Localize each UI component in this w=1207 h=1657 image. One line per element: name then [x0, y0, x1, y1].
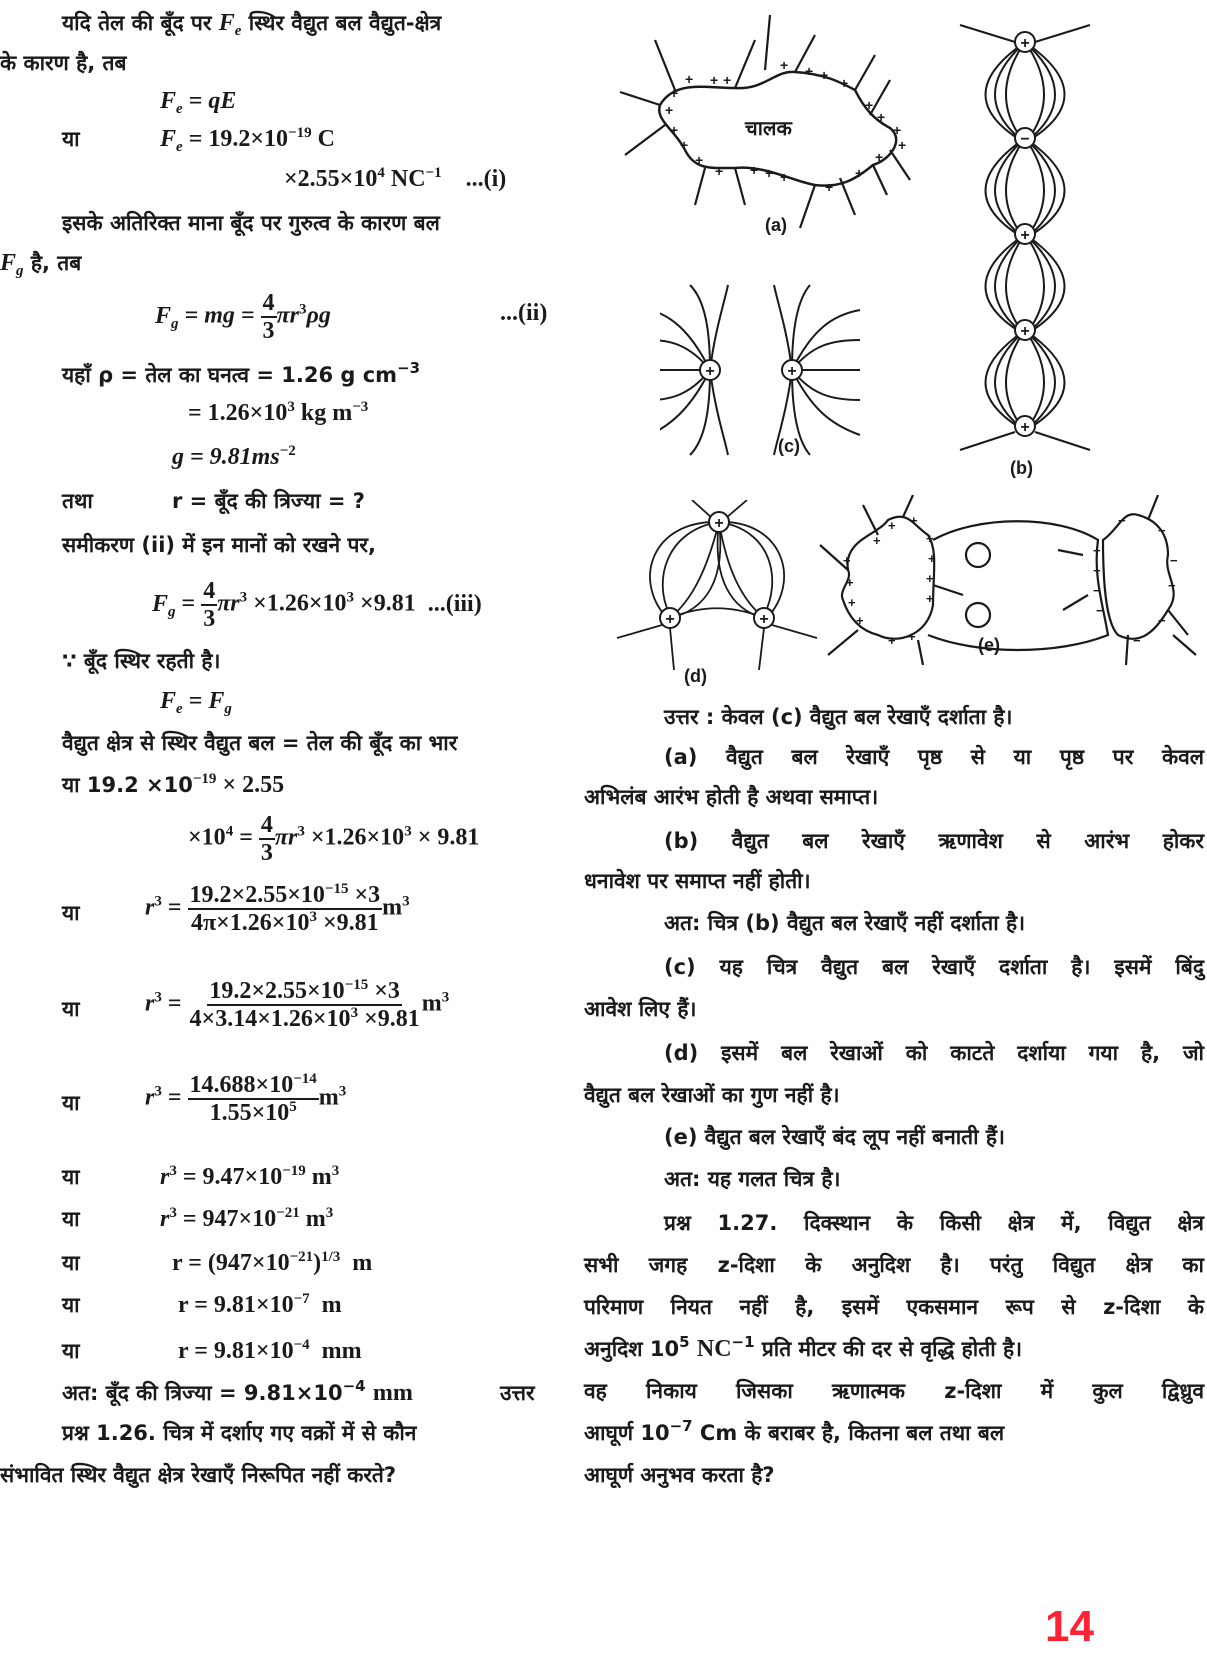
question-1-27-line-4: अनुदिश $10^5$ $NC^{-1}$ प्रति मीटर की दर से वृद्धि होती है।: [584, 1333, 1023, 1362]
svg-text:−: −: [1093, 543, 1101, 558]
para-gravity-1: इसके अतिरिक्त माना बूँद पर गुरुत्व के कारण बल: [62, 211, 440, 235]
explanation-a-2: अभिलंब आरंभ होती है अथवा समाप्त।: [584, 785, 879, 809]
explanation-b-1: (b) वैद्युत बल रेखाएँ ऋणावेश से आरंभ होकर: [664, 829, 1204, 853]
explanation-d-1: (d) इसमें बल रेखाओं को काटते दर्शाया गया है, जो: [664, 1041, 1204, 1065]
svg-text:+: +: [665, 611, 675, 628]
equation-fe-value: $F_e = 19.2\times 10^{-19}$ C: [160, 125, 335, 155]
explanation-a-1: (a) वैद्युत बल रेखाएँ पृष्ठ से या पृष्ठ पर केवल: [664, 745, 1204, 769]
svg-text:−: −: [1158, 613, 1166, 628]
eq-label-i: ...(i): [465, 166, 507, 192]
svg-text:+: +: [1020, 35, 1030, 52]
svg-text:+: +: [685, 71, 694, 87]
figure-b-caption: (b): [1010, 458, 1033, 478]
substitution-line: समीकरण (ii) में इन मानों को रखने पर,: [62, 533, 376, 557]
svg-text:+: +: [855, 165, 864, 181]
figure-a-caption: (a): [765, 215, 787, 235]
svg-text:+: +: [846, 575, 854, 590]
svg-text:−: −: [1093, 563, 1101, 578]
svg-text:+: +: [888, 633, 896, 648]
equation-fe-value-cont: $\times 2.55\times 10^4$ $NC^{-1}$ ...(i): [284, 165, 507, 192]
svg-text:+: +: [765, 165, 774, 181]
equation-r3-fraction-3: $r^3$ = $\frac{14.688\times 10^{-14}}{1.55\times 10^5}$ $m^3$: [145, 1071, 347, 1126]
ya-label: या: [62, 1091, 80, 1115]
intro-line-2: के कारण है, तब: [0, 51, 127, 75]
svg-text:+: +: [928, 551, 936, 566]
conductors-closed-loops-diagram: [818, 495, 1203, 670]
svg-text:+: +: [843, 553, 851, 568]
svg-text:+: +: [910, 513, 918, 528]
svg-text:+: +: [787, 363, 797, 380]
explanation-d-2: वैद्युत बल रेखाओं का गुण नहीं है।: [584, 1083, 840, 1107]
tatha-label: तथा: [62, 489, 93, 513]
svg-text:+: +: [873, 533, 881, 548]
svg-text:+: +: [898, 137, 907, 153]
crossing-field-lines-diagram: [612, 500, 827, 670]
svg-text:+: +: [825, 179, 834, 195]
svg-text:−: −: [1118, 513, 1126, 528]
explanation-e-2: अत: यह गलत चित्र है।: [664, 1167, 841, 1191]
svg-text:−: −: [1168, 578, 1176, 593]
symbol-fe: $F_e$: [218, 10, 242, 39]
svg-text:चालक: चालक: [745, 118, 792, 140]
ya-label: या: [62, 1251, 80, 1275]
svg-text:−: −: [1093, 583, 1101, 598]
equation-fg-mg: $F_g$ = mg = $\frac{4}{3}$ $\pi r^3\rho g$: [155, 290, 331, 344]
equation-r3-value: $r^3 = 9.47\times 10^{-19}$ $m^3$: [160, 1163, 340, 1190]
ya-label: या: [62, 1165, 80, 1189]
explanation-c-1: (c) यह चित्र वैद्युत बल रेखाएँ दर्शाता है। इसमें बिंदु: [664, 955, 1204, 979]
charge-chain-diagram: [955, 20, 1095, 460]
svg-text:−: −: [1096, 603, 1104, 618]
svg-text:+: +: [908, 629, 916, 644]
figure-a-conductor: [615, 10, 935, 235]
equation-fe-fg: $F_e = F_g$: [160, 688, 232, 717]
ya-label: या: [62, 1207, 80, 1231]
svg-text:+: +: [926, 591, 934, 606]
svg-text:−: −: [1020, 131, 1030, 148]
para-gravity-2: $F_g$ है, तब: [0, 250, 82, 279]
ya-label: या: [62, 901, 80, 925]
svg-text:+: +: [665, 102, 674, 118]
figure-d-three-charges: [612, 500, 827, 690]
svg-text:−: −: [1170, 553, 1178, 568]
ya-label: या: [62, 1293, 80, 1317]
question-1-26-line-1: प्रश्न 1.26. चित्र में दर्शाए गए वक्रों में से कौन: [62, 1421, 417, 1445]
explanation-e-1: (e) वैद्युत बल रेखाएँ बंद लूप नहीं बनाती हैं।: [664, 1125, 1006, 1149]
svg-text:+: +: [715, 163, 724, 179]
equation-r-mm: $r = 9.81\times 10^{-4}$ mm: [178, 1337, 362, 1364]
svg-text:+: +: [888, 518, 896, 533]
explanation-b-3: अत: चित्र (b) वैद्युत बल रेखाएँ नहीं दर्शाता है।: [664, 911, 1026, 935]
figure-e-caption: (e): [978, 635, 1000, 655]
answer-line: उत्तर : केवल (c) वैद्युत बल रेखाएँ दर्शाता है।: [664, 705, 1013, 729]
because-line: ∵ बूँद स्थिर रहती है।: [62, 649, 221, 673]
svg-text:+: +: [805, 63, 814, 79]
equation-r3-fraction-2: $r^3$ = $\frac{19.2\times 2.55\times 10^{-15} \times 3}{4\times 3.14\times 1.26\times 10^3 \times 9.81}$ $m^3$: [145, 977, 450, 1032]
gravity-value: $g = 9.81ms^{-2}$: [172, 443, 296, 470]
conductor-field-diagram: [615, 10, 935, 235]
svg-text:+: +: [710, 72, 719, 88]
equation-fg-values: $F_g$ = $\frac{4}{3}$ $\pi r^3 \times 1.26\times 10^3 \times 9.81$ ...(iii): [152, 578, 482, 632]
equation-balance-2: $\times 10^4$ = $\frac{4}{3}$ $\pi r^3 \times 1.26\times 10^3 \times 9.81$: [188, 812, 480, 866]
explanation-b-2: धनावेश पर समाप्त नहीं होती।: [584, 869, 811, 893]
svg-text:+: +: [1020, 419, 1030, 436]
explanation-c-2: आवेश लिए हैं।: [584, 997, 697, 1021]
figure-e-closed-loops: [818, 495, 1203, 690]
intro-line-1: [62, 8, 441, 38]
two-positive-charges-diagram: [660, 270, 930, 460]
density-si: = $1.26\times 10^3$ kg $m^{-3}$: [188, 399, 369, 426]
svg-text:+: +: [926, 531, 934, 546]
equation-balance-1: या $19.2 \times 10^{-19} \times 2.55$: [62, 771, 285, 798]
svg-text:+: +: [865, 97, 874, 113]
svg-text:+: +: [926, 571, 934, 586]
equation-r3-value-2: $r^3 = 947\times 10^{-21}$ $m^3$: [160, 1205, 334, 1232]
text: यदि तेल की बूँद पर: [62, 11, 212, 35]
svg-text:+: +: [759, 611, 769, 628]
ya-label: या: [62, 127, 80, 151]
svg-text:+: +: [695, 152, 704, 168]
svg-text:+: +: [780, 57, 789, 73]
question-1-27-line-5: वह निकाय जिसका ऋणात्मक z-दिशा में कुल द्विध्रुव: [584, 1379, 1204, 1403]
equation-r-cuberoot: $r = (947\times 10^{-21})^{1/3}$ m: [172, 1249, 373, 1276]
svg-text:−: −: [1158, 523, 1166, 538]
svg-text:+: +: [750, 162, 759, 178]
figure-c-caption: (c): [778, 436, 800, 456]
svg-text:+: +: [680, 137, 689, 153]
svg-text:+: +: [705, 363, 715, 380]
svg-text:+: +: [893, 122, 902, 138]
question-1-27-line-7: आघूर्ण अनुभव करता है?: [584, 1463, 775, 1487]
svg-text:+: +: [877, 109, 886, 125]
svg-text:+: +: [780, 169, 789, 185]
radius-unknown: r = बूँद की त्रिज्या = ?: [172, 489, 365, 513]
svg-text:+: +: [848, 595, 856, 610]
page-number: 14: [1045, 1602, 1094, 1651]
svg-text:+: +: [840, 75, 849, 91]
figure-b-charge-chain: [955, 20, 1095, 480]
result-line: अत: बूँद की त्रिज्या = $9.81\times 10^{-4}$ mm: [62, 1377, 413, 1406]
equation-r-meters: $r = 9.81\times 10^{-7}$ m: [178, 1291, 342, 1318]
equation-r3-fraction-1: $r^3$ = $\frac{19.2\times 2.55\times 10^{-15} \times 3}{4\pi\times 1.26\times 10^3 \times 9.81}$ $m^3$: [145, 881, 410, 936]
eq-label-ii: ...(ii): [500, 300, 548, 326]
force-equality: वैद्युत क्षेत्र से स्थिर वैद्युत बल = तेल की बूँद का भार: [62, 731, 458, 755]
svg-text:+: +: [723, 72, 732, 88]
svg-text:+: +: [820, 67, 829, 83]
equation-fe-qe: $F_e$ = qE: [160, 88, 237, 117]
uttar-label: उत्तर: [500, 1381, 535, 1405]
svg-text:+: +: [1020, 323, 1030, 340]
svg-text:−: −: [1133, 633, 1141, 648]
text: स्थिर वैद्युत बल वैद्युत-क्षेत्र: [248, 11, 442, 35]
figure-d-caption: (d): [684, 666, 707, 686]
question-1-27-line-1: प्रश्न 1.27. दिक्स्थान के किसी क्षेत्र में, विद्युत क्षेत्र: [664, 1211, 1204, 1235]
ya-label: या: [62, 1339, 80, 1363]
svg-text:+: +: [1020, 227, 1030, 244]
svg-text:+: +: [670, 85, 679, 101]
density-line: यहाँ ρ = तेल का घनत्व = 1.26 g $cm^{-3}$: [62, 359, 421, 387]
svg-text:+: +: [714, 515, 724, 532]
svg-text:+: +: [670, 122, 679, 138]
question-1-26-line-2: संभावित स्थिर वैद्युत क्षेत्र रेखाएँ निरूपित नहीं करते?: [0, 1463, 397, 1487]
svg-text:+: +: [856, 613, 864, 628]
figure-c-two-charges: [660, 270, 930, 480]
svg-text:+: +: [875, 149, 884, 165]
ya-label: या: [62, 997, 80, 1021]
question-1-27-line-3: परिमाण नियत नहीं है, इसमें एकसमान रूप से z-दिशा के: [584, 1295, 1204, 1319]
question-1-27-line-2: सभी जगह z-दिशा के अनुदिश है। परंतु विद्युत क्षेत्र का: [584, 1253, 1204, 1277]
question-1-27-line-6: आघूर्ण $10^{-7}$ Cm के बराबर है, कितना बल तथा बल: [584, 1417, 1005, 1445]
